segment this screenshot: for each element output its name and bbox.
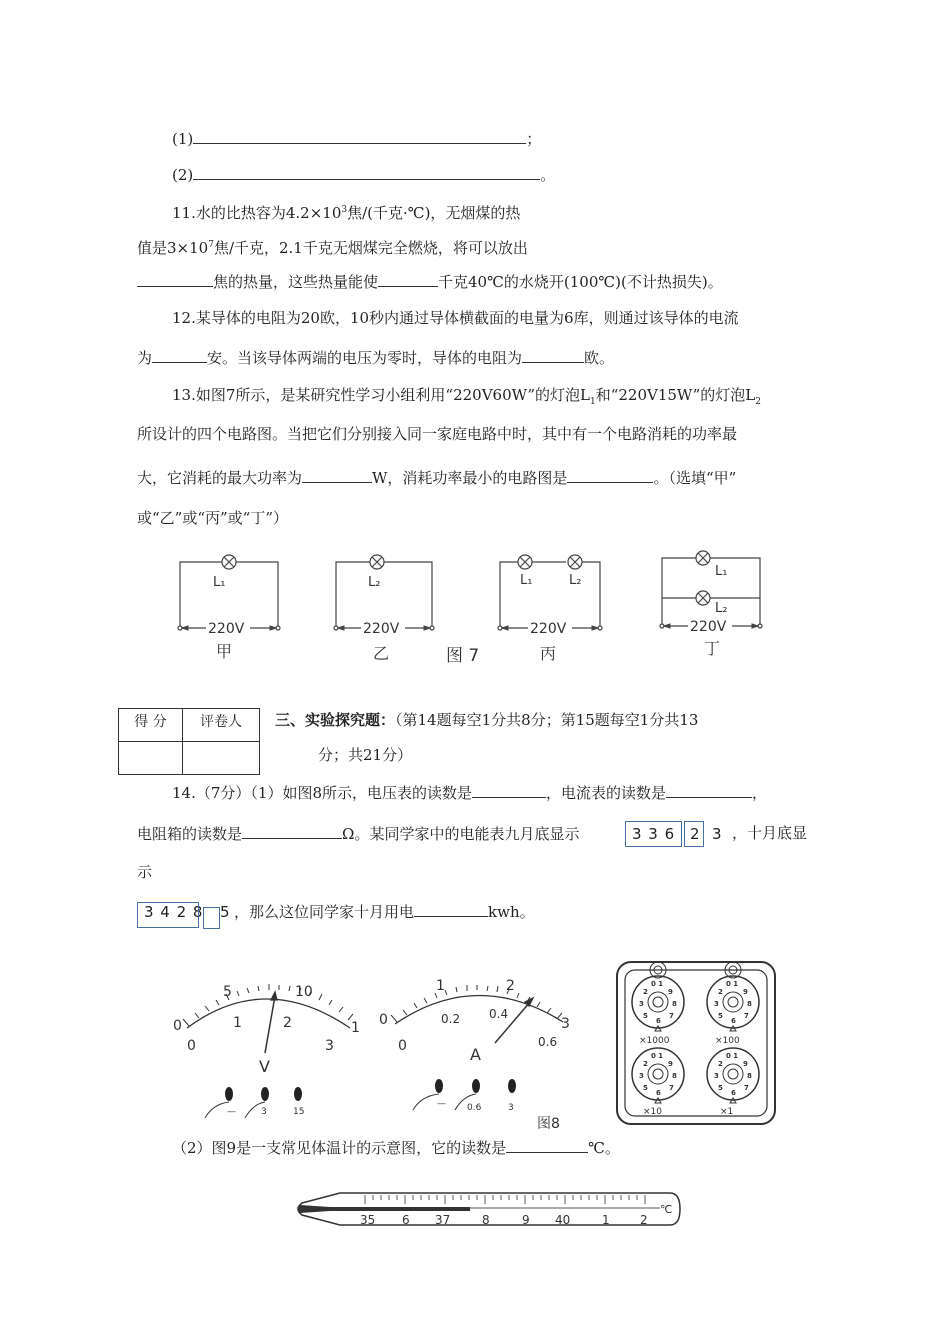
multiplier-1: ×1 xyxy=(720,1107,734,1117)
q13-line4: 或“乙”或“丙”或“丁”） xyxy=(137,509,289,527)
volt-top-end: 1 xyxy=(351,1020,360,1036)
answer-blank[interactable] xyxy=(666,782,752,798)
answer-blank[interactable] xyxy=(472,782,546,798)
scale-38: 8 xyxy=(482,1213,490,1227)
amp-terminal-neg: — xyxy=(437,1099,446,1109)
svg-text:0 1: 0 1 xyxy=(651,980,664,988)
multiplier-10: ×10 xyxy=(643,1107,662,1117)
circuit-label-bing: 丙 xyxy=(540,644,557,663)
q14-line3: 示 xyxy=(137,863,153,881)
q13-line1: 13.如图7所示，是某研究性学习小组利用“220V60W”的灯泡$L_1$和“220V15W”的灯泡$L_2$ xyxy=(172,386,761,407)
section-title: 三、实验探究题： xyxy=(275,711,396,729)
answer-blank[interactable] xyxy=(414,901,488,917)
volt-top-5: 5 xyxy=(223,984,232,1000)
voltmeter-terminals xyxy=(205,1087,305,1118)
circuit-label-yi: 乙 xyxy=(373,644,390,663)
svg-text:3: 3 xyxy=(639,1000,644,1008)
volt-bottom-1: 1 xyxy=(233,1015,242,1031)
amp-top-0: 0 xyxy=(379,1012,388,1028)
amp-top-1: 1 xyxy=(436,978,445,994)
score-header: 得 分 xyxy=(119,709,183,742)
answer-blank[interactable] xyxy=(193,164,540,180)
scale-36: 6 xyxy=(402,1213,410,1227)
meter-oct-digits: 3 4 2 8 xyxy=(144,903,204,921)
circuit-label-jia: 甲 xyxy=(216,642,233,661)
amp-bottom-0: 0 xyxy=(398,1038,407,1054)
q13-line2: 所设计的四个电路图。当把它们分别接入同一家庭电路中时，其中有一个电路消耗的功率最 xyxy=(137,425,738,443)
circuit-label-ding: 丁 xyxy=(704,639,721,658)
svg-text:6: 6 xyxy=(731,1089,736,1097)
volt-top-10: 10 xyxy=(295,984,313,1000)
answer-blank[interactable] xyxy=(506,1137,588,1153)
svg-text:5: 5 xyxy=(643,1012,648,1020)
figure-9-thermometer xyxy=(290,1185,690,1235)
svg-text:0 1: 0 1 xyxy=(726,1052,739,1060)
lamp-label-l1: L₁ xyxy=(715,564,728,579)
meter-sept-digits: 3 3 6 xyxy=(632,825,676,843)
q14-line4: ，那么这位同学家十月用电 kwh。 xyxy=(234,903,535,921)
score-table xyxy=(118,708,260,775)
amp-bottom-04: 0.4 xyxy=(489,1007,509,1021)
meter-oct-last: 5 xyxy=(220,903,230,921)
scale-39: 9 xyxy=(522,1213,530,1227)
ammeter-symbol: A xyxy=(470,1045,481,1064)
svg-text:2: 2 xyxy=(643,1060,648,1068)
scale-37: 37 xyxy=(435,1213,451,1227)
svg-text:9: 9 xyxy=(668,1060,673,1068)
svg-text:3: 3 xyxy=(714,1000,719,1008)
amp-terminal-06: 0.6 xyxy=(467,1103,482,1113)
amp-terminal-3: 3 xyxy=(508,1103,514,1113)
ammeter-terminals xyxy=(413,1079,516,1110)
meter-sept-decimal-frame xyxy=(684,821,704,847)
q11-line2: 值是$3\times 10^7$焦/千克，2.1千克无烟煤完全燃烧，将可以放出 xyxy=(137,239,528,257)
amp-bottom-02: 0.2 xyxy=(441,1012,461,1026)
scale-42: 2 xyxy=(640,1213,648,1227)
volt-top-0: 0 xyxy=(173,1018,182,1034)
meter-oct-frame xyxy=(137,902,199,928)
lamp-label-l2: L₂ xyxy=(368,575,381,590)
voltage-label: 220V xyxy=(363,621,400,637)
q12-line1: 12.某导体的电阻为20欧，10秒内通过导体横截面的电量为6库，则通过该导体的电流 xyxy=(172,309,739,327)
svg-text:2: 2 xyxy=(718,1060,723,1068)
q10-item2: (2) 。 xyxy=(172,166,556,184)
voltage-label: 220V xyxy=(690,619,727,635)
amp-top-3: 3 xyxy=(561,1016,570,1032)
section-3-heading: 三、实验探究题：（第14题每空1分共8分；第15题每空1分共13 xyxy=(275,711,699,729)
svg-text:6: 6 xyxy=(656,1017,661,1025)
grader-header: 评卷人 xyxy=(183,709,260,742)
q14-part2: （2）图9是一支常见体温计的示意图，它的读数是 ℃。 xyxy=(172,1139,620,1157)
svg-text:8: 8 xyxy=(672,1072,677,1080)
volt-terminal-15: 15 xyxy=(293,1107,305,1117)
q14-line2-end: ，十月底显 xyxy=(732,824,808,842)
scale-40: 40 xyxy=(555,1213,571,1227)
volt-bottom-0: 0 xyxy=(187,1038,196,1054)
answer-blank[interactable] xyxy=(302,467,372,483)
answer-blank[interactable] xyxy=(242,823,342,839)
svg-text:2: 2 xyxy=(718,988,723,996)
lamp-label-l2: L₂ xyxy=(569,573,582,588)
voltage-label: 220V xyxy=(208,621,245,637)
meter-sept-frame xyxy=(625,821,682,847)
volt-bottom-3: 3 xyxy=(325,1038,334,1054)
svg-text:2: 2 xyxy=(643,988,648,996)
q11-line3: 焦的热量，这些热量能使 千克40℃的水烧开(100℃)(不计热损失)。 xyxy=(137,271,723,292)
scale-35: 35 xyxy=(360,1213,376,1227)
q10-item1: (1) ； xyxy=(172,130,542,148)
figure-8 xyxy=(165,960,795,1135)
answer-blank[interactable] xyxy=(193,128,526,144)
lamp-label-l1: L₁ xyxy=(520,573,533,588)
svg-text:8: 8 xyxy=(747,1072,752,1080)
volt-terminal-neg: — xyxy=(227,1107,236,1117)
figure-7-caption: 图 7 xyxy=(446,646,480,666)
svg-text:9: 9 xyxy=(668,988,673,996)
meter-sept-last: 3 xyxy=(712,825,722,843)
q11-line1: 11.水的比热容为$4.2\times 10^3$焦/(千克·℃)，无烟煤的热 xyxy=(172,204,521,222)
svg-text:0 1: 0 1 xyxy=(651,1052,664,1060)
volt-bottom-2: 2 xyxy=(283,1015,292,1031)
voltmeter-symbol: V xyxy=(259,1057,270,1076)
svg-text:5: 5 xyxy=(643,1084,648,1092)
svg-text:5: 5 xyxy=(718,1084,723,1092)
svg-text:7: 7 xyxy=(744,1084,749,1092)
svg-text:5: 5 xyxy=(718,1012,723,1020)
grader-cell[interactable] xyxy=(183,742,260,775)
multiplier-100: ×100 xyxy=(715,1036,740,1046)
meter-oct-decimal-frame xyxy=(203,907,220,929)
scale-41: 1 xyxy=(602,1213,610,1227)
volt-terminal-3: 3 xyxy=(261,1107,267,1117)
answer-blank[interactable] xyxy=(522,347,584,363)
svg-text:8: 8 xyxy=(747,1000,752,1008)
answer-blank[interactable] xyxy=(152,347,207,363)
celsius-unit: ℃ xyxy=(660,1203,673,1216)
q14-line2: 电阻箱的读数是 Ω。某同学家中的电能表九月底显示 xyxy=(137,825,580,843)
amp-bottom-06: 0.6 xyxy=(538,1035,558,1049)
q12-line2: 为 安。当该导体两端的电压为零时，导体的电阻为 欧。 xyxy=(137,349,615,367)
figure-8-caption: 图8 xyxy=(537,1116,560,1132)
lamp-label-l1: L₁ xyxy=(213,575,226,590)
voltage-label: 220V xyxy=(530,621,567,637)
meter-sept-decimal: 2 xyxy=(690,825,700,843)
svg-text:8: 8 xyxy=(672,1000,677,1008)
answer-blank[interactable] xyxy=(137,271,213,287)
q13-line3: 大，它消耗的最大功率为 W，消耗功率最小的电路图是 。（选填“甲” xyxy=(137,469,737,487)
svg-text:7: 7 xyxy=(669,1012,674,1020)
resistance-box xyxy=(617,962,775,1124)
lamp-label-l2: L₂ xyxy=(715,601,728,616)
svg-text:0 1: 0 1 xyxy=(726,980,739,988)
svg-text:6: 6 xyxy=(656,1089,661,1097)
answer-blank[interactable] xyxy=(567,467,653,483)
amp-top-2: 2 xyxy=(506,978,515,994)
svg-text:6: 6 xyxy=(731,1017,736,1025)
svg-text:3: 3 xyxy=(714,1072,719,1080)
svg-text:7: 7 xyxy=(744,1012,749,1020)
answer-blank[interactable] xyxy=(378,271,438,287)
score-cell[interactable] xyxy=(119,742,183,775)
svg-text:9: 9 xyxy=(743,988,748,996)
q14-line1: 14.（7分）（1）如图8所示，电压表的读数是 ，电流表的读数是 ， xyxy=(172,784,768,802)
svg-text:9: 9 xyxy=(743,1060,748,1068)
svg-text:3: 3 xyxy=(639,1072,644,1080)
svg-text:7: 7 xyxy=(669,1084,674,1092)
section-3-desc: 分；共21分） xyxy=(318,746,413,764)
figure-7 xyxy=(160,540,800,670)
multiplier-1000: ×1000 xyxy=(639,1036,670,1046)
